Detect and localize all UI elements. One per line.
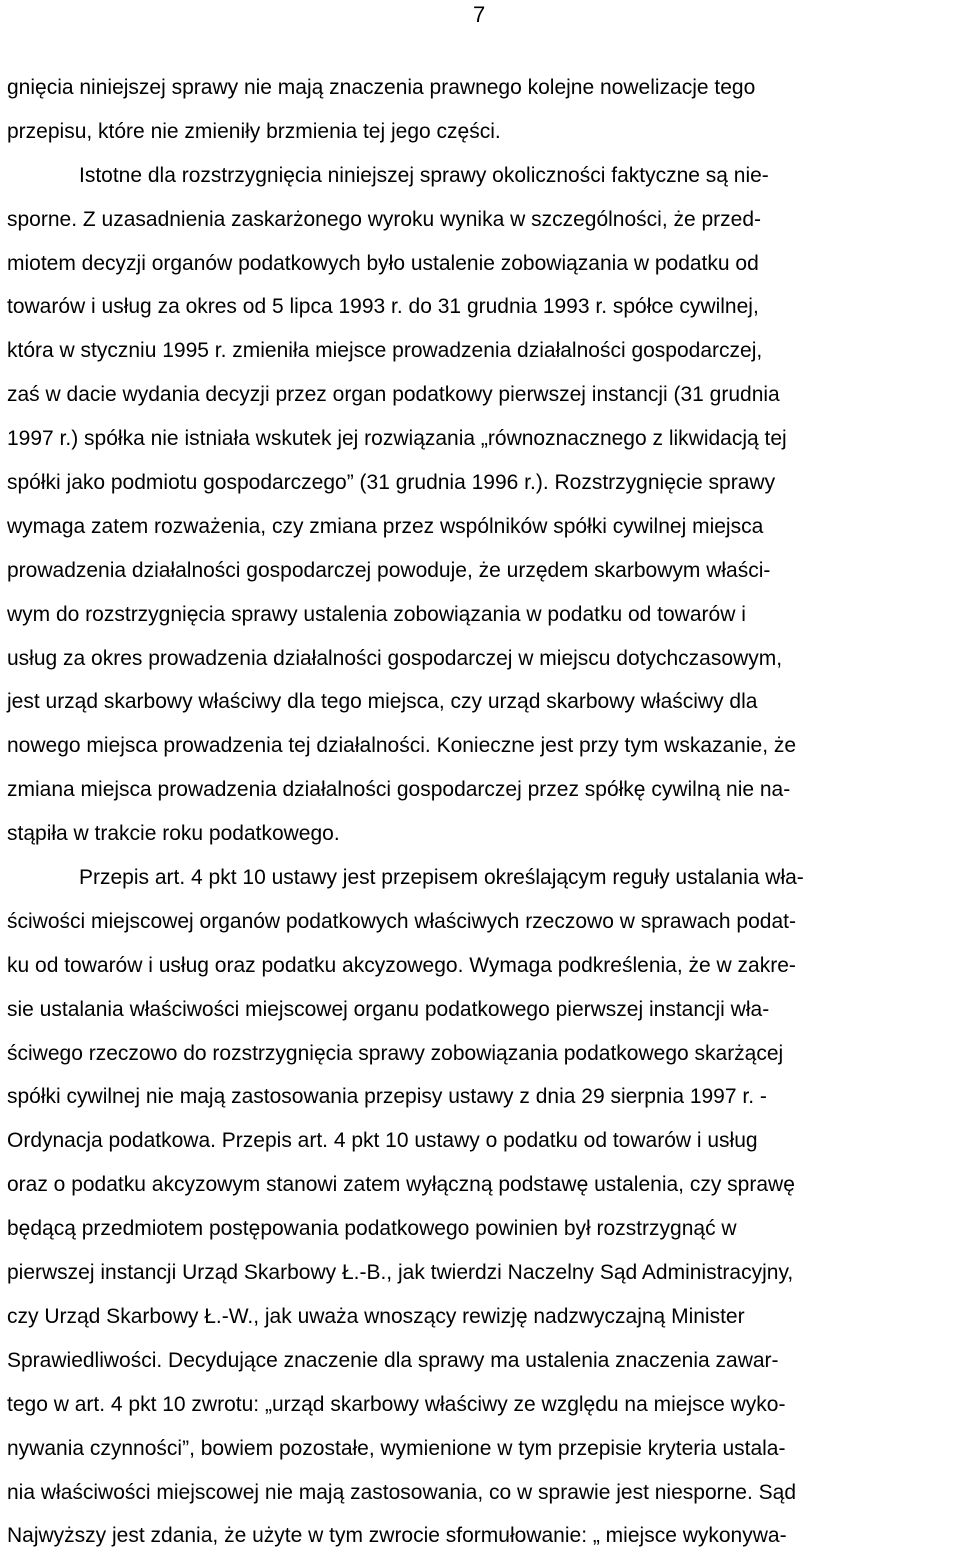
text-line: nywania czynności”, bowiem pozostałe, wymienione w tym przepisie kryteria ustala- — [7, 1436, 786, 1460]
text-line: Sprawiedliwości. Decydujące znaczenie dla sprawy ma ustalenia znaczenia zawar- — [7, 1348, 779, 1372]
text-line: czy Urząd Skarbowy Ł.-W., jak uważa wnoszący rewizję nadzwyczajną Minister — [7, 1304, 745, 1328]
text-line: przepisu, które nie zmieniły brzmienia tej jego części. — [7, 119, 501, 143]
text-line: zaś w dacie wydania decyzji przez organ podatkowy pierwszej instancji (31 grudnia — [7, 383, 780, 407]
text-line: Najwyższy jest zdania, że użyte w tym zwrocie sformułowanie: „ miejsce wykonywa- — [7, 1524, 787, 1548]
text-line: sporne. Z uzasadnienia zaskarżonego wyroku wynika w szczególności, że przed- — [7, 207, 762, 231]
text-line: nia właściwości miejscowej nie mają zastosowania, co w sprawie jest niesporne. Sąd — [7, 1480, 797, 1504]
text-line: jest urząd skarbowy właściwy dla tego miejsca, czy urząd skarbowy właściwy dla — [7, 690, 758, 714]
text-line: tego w art. 4 pkt 10 zwrotu: „urząd skarbowy właściwy ze względu na miejsce wyko- — [7, 1392, 786, 1416]
text-line: Przepis art. 4 pkt 10 ustawy jest przepisem określającym reguły ustalania wła- — [79, 866, 804, 890]
text-line: nowego miejsca prowadzenia tej działalności. Konieczne jest przy tym wskazanie, że — [7, 734, 797, 758]
text-line: Ordynacja podatkowa. Przepis art. 4 pkt 10 ustawy o podatku od towarów i usług — [7, 1129, 758, 1153]
text-line: towarów i usług za okres od 5 lipca 1993 r. do 31 grudnia 1993 r. spółce cywilnej, — [7, 295, 759, 319]
page-number: 7 — [473, 2, 486, 27]
text-line: oraz o podatku akcyzowym stanowi zatem wyłączną podstawę ustalenia, czy sprawę — [7, 1173, 795, 1197]
text-line: miotem decyzji organów podatkowych było ustalenie zobowiązania w podatku od — [7, 251, 759, 275]
text-line: wym do rozstrzygnięcia sprawy ustalenia zobowiązania w podatku od towarów i — [7, 602, 746, 626]
text-line: spółki jako podmiotu gospodarczego” (31 grudnia 1996 r.). Rozstrzygnięcie sprawy — [7, 471, 776, 495]
text-line: będącą przedmiotem postępowania podatkowego powinien był rozstrzygnąć w — [7, 1217, 737, 1241]
document-body — [7, 70, 960, 1562]
text-line: sie ustalania właściwości miejscowej organu podatkowego pierwszej instancji wła- — [7, 997, 770, 1021]
text-line: stąpiła w trakcie roku podatkowego. — [7, 822, 340, 846]
text-line: która w styczniu 1995 r. zmieniła miejsce prowadzenia działalności gospodarczej, — [7, 339, 763, 363]
text-line: prowadzenia działalności gospodarczej powoduje, że urzędem skarbowym właści- — [7, 558, 771, 582]
text-line: ku od towarów i usług oraz podatku akcyzowego. Wymaga podkreślenia, że w zakre- — [7, 953, 796, 977]
text-line: pierwszej instancji Urząd Skarbowy Ł.-B., jak twierdzi Naczelny Sąd Administracyjny, — [7, 1261, 794, 1285]
text-line: gnięcia niniejszej sprawy nie mają znaczenia prawnego kolejne nowelizacje tego — [7, 76, 756, 99]
text-line: Istotne dla rozstrzygnięcia niniejszej sprawy okoliczności faktyczne są nie- — [79, 163, 769, 187]
text-line: spółki cywilnej nie mają zastosowania przepisy ustawy z dnia 29 sierpnia 1997 r. - — [7, 1085, 767, 1109]
text-line: ściwości miejscowej organów podatkowych właściwych rzeczowo w sprawach podat- — [7, 909, 796, 933]
text-line: ściwego rzeczowo do rozstrzygnięcia sprawy zobowiązania podatkowego skarżącej — [7, 1041, 784, 1065]
text-line: zmiana miejsca prowadzenia działalności gospodarczej przez spółkę cywilną nie na- — [7, 778, 791, 802]
text-line: 1997 r.) spółka nie istniała wskutek jej rozwiązania „równoznacznego z likwidacją tej — [7, 427, 787, 451]
text-line: usług za okres prowadzenia działalności gospodarczej w miejscu dotychczasowym, — [7, 646, 783, 670]
text-line: wymaga zatem rozważenia, czy zmiana przez wspólników spółki cywilnej miejsca — [7, 514, 764, 538]
